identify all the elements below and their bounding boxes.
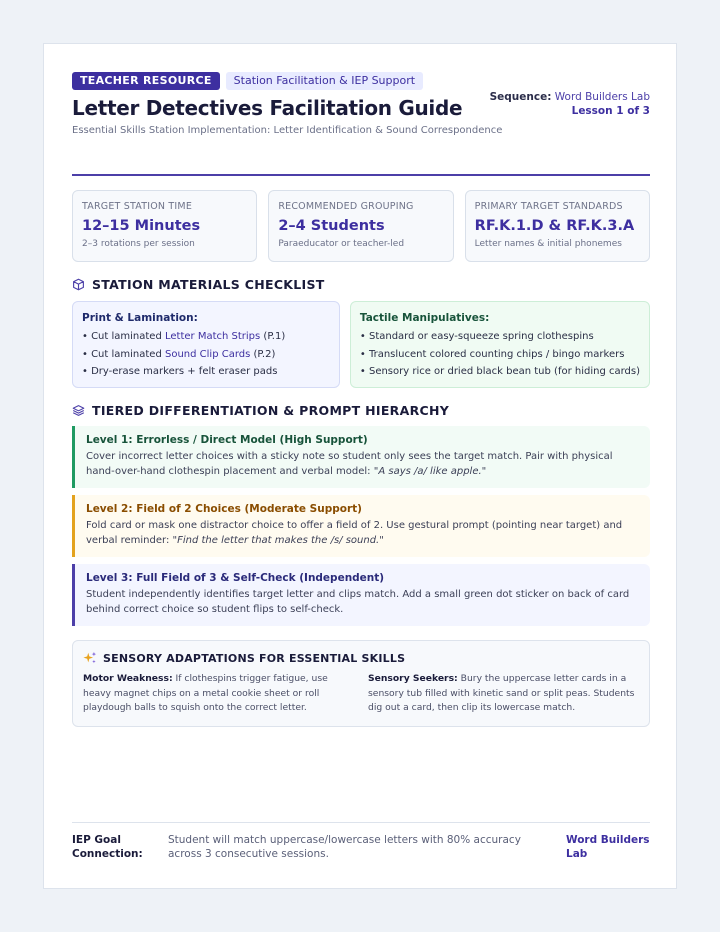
sequence-value: Word Builders Lab xyxy=(554,91,650,103)
sparkles-icon xyxy=(83,651,97,665)
stats-row xyxy=(72,190,650,262)
motor-weakness-note xyxy=(83,672,354,716)
print-materials-title: Print & Lamination: xyxy=(82,312,198,324)
item-text: (P.2) xyxy=(250,348,276,360)
stat-note: 2–3 rotations per session xyxy=(82,239,195,249)
motor-weakness-label: Motor Weakness: xyxy=(83,673,173,684)
tier-text: Fold card or mask one distractor choice to offer a field of 2. Use gestural prompt (pointing near target) and verbal reminder: xyxy=(86,520,623,546)
stat-card-standards xyxy=(465,190,650,262)
tiers-heading-text: TIERED DIFFERENTIATION & PROMPT HIERARCHY xyxy=(92,403,450,418)
sequence-label: Sequence: xyxy=(489,91,552,103)
list-item xyxy=(82,363,330,381)
list-item: • Translucent colored counting chips / bingo markers xyxy=(359,348,625,360)
stat-label: TARGET STATION TIME xyxy=(82,201,193,212)
list-item xyxy=(82,346,330,364)
sensory-seekers-note xyxy=(368,672,639,716)
tier-quote: "A says /a/ like apple." xyxy=(373,466,487,477)
sensory-heading-text: SENSORY ADAPTATIONS FOR ESSENTIAL SKILLS xyxy=(103,651,406,665)
print-materials-box xyxy=(72,301,340,388)
page-header xyxy=(72,72,650,176)
tier-text: Student independently identifies target letter and clips match. Add a small green dot sticker on back of card behind correct choice so student flips to self-check. xyxy=(86,589,630,615)
layers-icon xyxy=(72,404,85,417)
badge-row xyxy=(72,72,650,90)
sensory-columns xyxy=(83,672,639,716)
motor-weakness-text: If clothespins trigger fatigue, use heavy magnet chips on a metal cookie sheet or roll playdough balls to squish onto the correct letter. xyxy=(83,673,328,713)
list-item: • Standard or easy-squeeze spring clothespins xyxy=(359,331,594,342)
stat-card-grouping xyxy=(268,190,453,262)
stat-card-time xyxy=(72,190,257,262)
tier-level-3 xyxy=(72,564,650,626)
material-link[interactable]: Letter Match Strips xyxy=(165,331,261,342)
material-link[interactable]: Sound Clip Cards xyxy=(165,348,251,360)
item-text: (P.1) xyxy=(260,331,286,342)
tactile-materials-box xyxy=(350,301,650,388)
materials-row xyxy=(72,301,650,388)
category-badge: Station Facilitation & IEP Support xyxy=(226,72,423,90)
tier-quote: "Find the letter that makes the /s/ sound." xyxy=(172,535,384,546)
page-content xyxy=(72,72,650,727)
sensory-seekers-text: Bury the uppercase letter cards in a sensory tub filled with kinetic sand or split peas. Students dig out a card, then clip its lowercase match. xyxy=(368,673,635,713)
item-text: • Cut laminated xyxy=(82,348,165,360)
stat-label: RECOMMENDED GROUPING xyxy=(278,201,414,212)
tier-level-2 xyxy=(72,495,650,557)
guide-page xyxy=(43,43,677,889)
page-title: Letter Detectives Facilitation Guide xyxy=(72,96,463,120)
stat-value: RF.K.1.D & RF.K.3.A xyxy=(474,218,635,234)
list-item xyxy=(82,328,330,346)
tiers-heading xyxy=(72,403,650,418)
tier-title: Level 1: Errorless / Direct Model (High Support) xyxy=(86,434,368,446)
iep-goal-label: IEP Goal Connection: xyxy=(72,834,143,860)
resource-badge: TEACHER RESOURCE xyxy=(72,72,220,90)
sequence-meta xyxy=(490,90,650,118)
tier-body xyxy=(86,449,640,479)
footer-brand: Word Builders Lab xyxy=(566,834,650,860)
tier-level-1 xyxy=(72,426,650,488)
iep-goal-text: Student will match uppercase/lowercase letters with 80% accuracy across 3 consecutive sessions. xyxy=(168,834,521,860)
stat-value: 2–4 Students xyxy=(278,218,385,234)
tier-body xyxy=(86,587,640,617)
tier-title: Level 2: Field of 2 Choices (Moderate Support) xyxy=(86,503,362,515)
materials-heading-text: STATION MATERIALS CHECKLIST xyxy=(92,277,325,292)
sensory-adaptations-box xyxy=(72,640,650,727)
lesson-indicator: Lesson 1 of 3 xyxy=(571,105,650,117)
item-text: • Dry-erase markers + felt eraser pads xyxy=(82,366,278,377)
stat-value: 12–15 Minutes xyxy=(82,218,201,234)
item-text: • Cut laminated xyxy=(82,331,165,342)
sensory-heading xyxy=(83,651,639,665)
page-subtitle: Essential Skills Station Implementation: Letter Identification & Sound Correspondence xyxy=(72,125,503,136)
stat-label: PRIMARY TARGET STANDARDS xyxy=(474,201,623,212)
stat-note: Paraeducator or teacher-led xyxy=(278,239,405,249)
tactile-materials-title: Tactile Manipulatives: xyxy=(359,312,490,324)
list-item: • Sensory rice or dried black bean tub (for hiding cards) xyxy=(359,366,640,377)
tier-body xyxy=(86,518,640,548)
sensory-seekers-label: Sensory Seekers: xyxy=(368,673,458,684)
tier-text: Cover incorrect letter choices with a sticky note so student only sees the target match. Pair with physical hand-over-hand clothespin placement and verbal model: xyxy=(86,451,613,477)
cube-icon xyxy=(72,278,85,291)
materials-heading xyxy=(72,277,650,292)
stat-note: Letter names & initial phonemes xyxy=(474,239,622,249)
tier-title: Level 3: Full Field of 3 & Self-Check (Independent) xyxy=(86,572,385,584)
page-footer xyxy=(72,822,650,874)
